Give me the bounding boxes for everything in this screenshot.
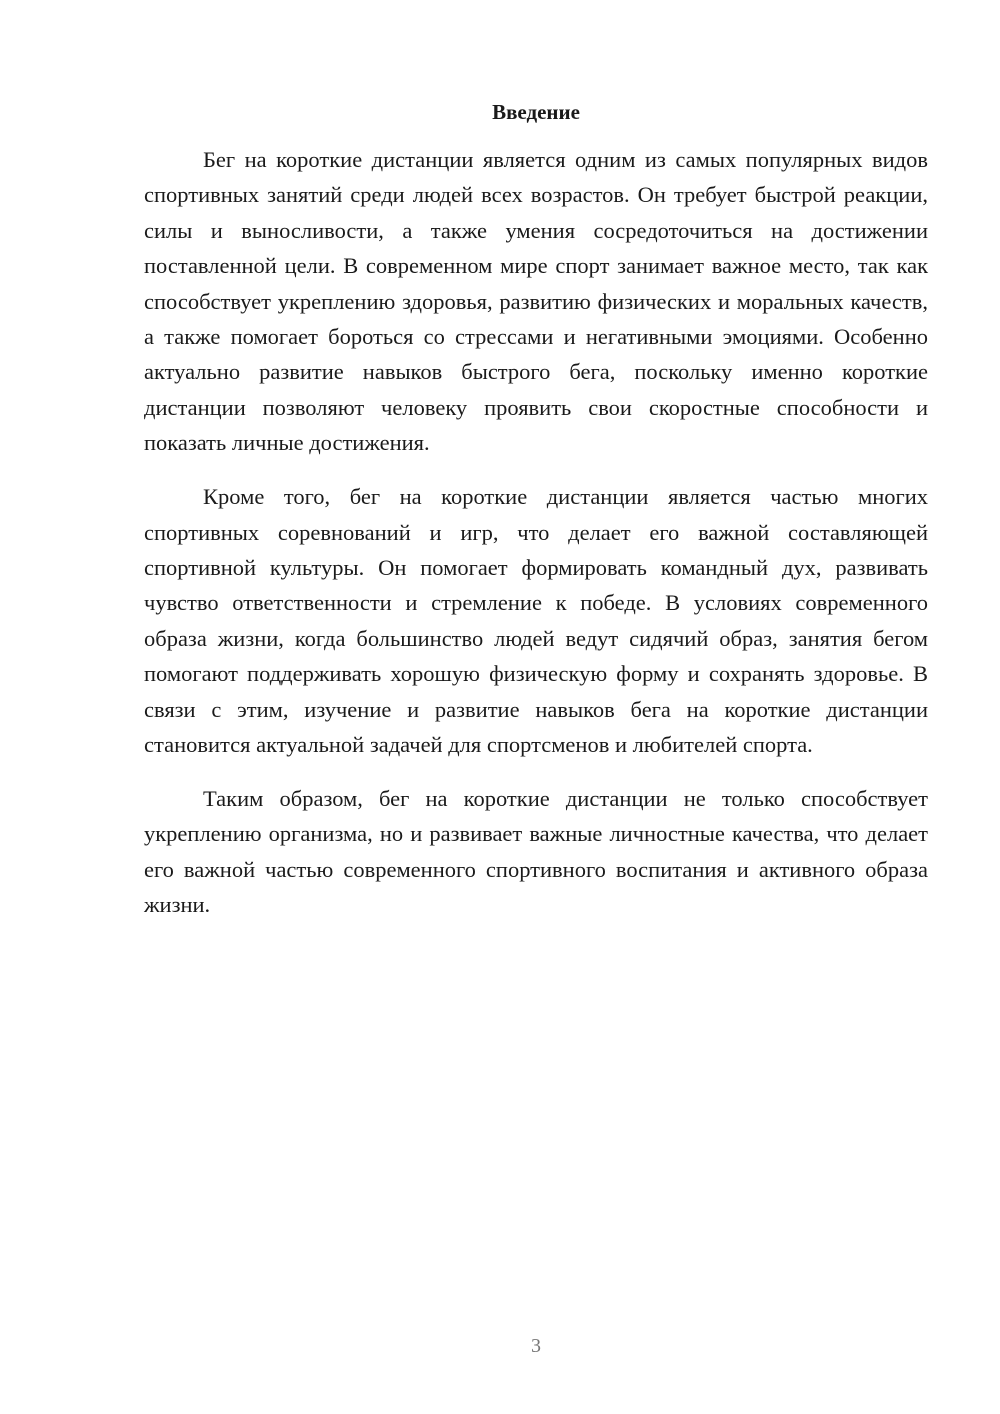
section-title: Введение (492, 100, 580, 124)
paragraph-1: Бег на короткие дистанции является одним из самых популярных видов спортивных занятий среди людей всех возрастов. Он требует быстрой реакции, силы и выносливости, а также умения сосредоточиться на достижении поставленной цели. В современном мире спорт занимает важное место, так как способствует укреплению здоровья, развитию физических и моральных качеств, а также помогает бороться со стрессами и негативными эмоциями. Особенно актуально развитие навыков быстрого бега, поскольку именно короткие дистанции позволяют человеку проявить свои скоростные способности и показать личные достижения. (144, 147, 928, 456)
page-number: 3 (531, 1335, 541, 1357)
paragraph-3: Таким образом, бег на короткие дистанции не только способствует укреплению организма, но и развивает важные личностные качества, что делает его важной частью современного спортивного воспитания и активного образа жизни. (144, 785, 928, 918)
paragraph-2: Кроме того, бег на короткие дистанции является частью многих спортивных соревнований и игр, что делает его важной составляющей спортивной культуры. Он помогает формировать командный дух, развивать чувство ответственности и стремление к победе. В условиях современного образа жизни, когда большинство людей ведут сидячий образ, занятия бегом помогают поддерживать хорошую физическую форму и сохранять здоровье. В связи с этим, изучение и развитие навыков бега на короткие дистанции становится актуальной задачей для спортсменов и любителей спорта. (144, 484, 928, 757)
body-text (144, 142, 928, 923)
